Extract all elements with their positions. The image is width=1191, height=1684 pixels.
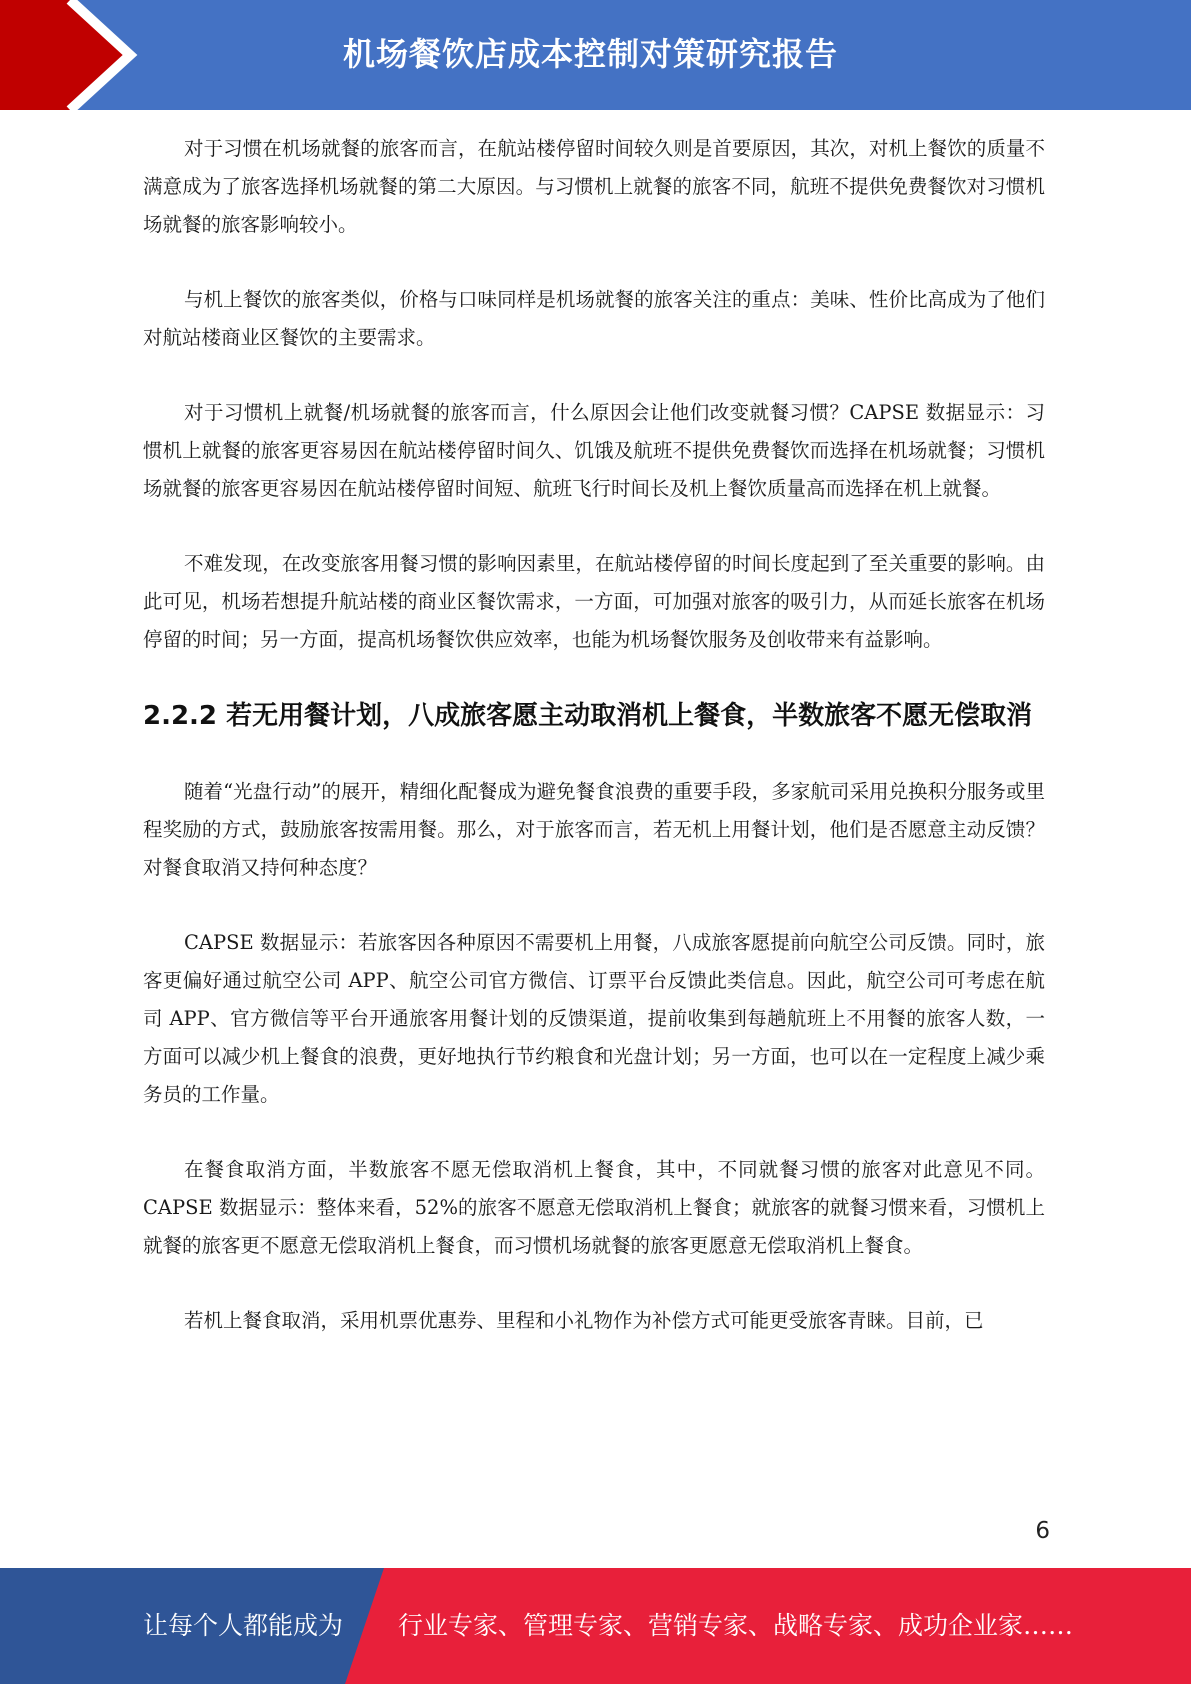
report-title: 机场餐饮店成本控制对策研究报告 xyxy=(342,35,838,73)
document-body xyxy=(143,130,1045,1377)
footer-slogan-right: 行业专家、管理专家、营销专家、战略专家、成功企业家…… xyxy=(398,1611,1074,1640)
paragraph: 若机上餐食取消，采用机票优惠券、里程和小礼物作为补偿方式可能更受旅客青睐。目前，已 xyxy=(184,1309,984,1332)
paragraph: 对于习惯机上就餐/机场就餐的旅客而言，什么原因会让他们改变就餐习惯？CAPSE 数据显示：习惯机上就餐的旅客更容易因在航站楼停留时间久、饥饿及航班不提供免费餐饮而选择在机场就餐；习惯机场就餐的旅客更容易因在航站楼停留时间短、航班飞行时间长及机上餐饮质量高而选择在机上就餐。 xyxy=(143,401,1045,500)
header-arrow-icon xyxy=(0,0,150,110)
paragraph: 与机上餐饮的旅客类似，价格与口味同样是机场就餐的旅客关注的重点：美味、性价比高成为了他们对航站楼商业区餐饮的主要需求。 xyxy=(143,288,1045,349)
footer-slogan-left: 让每个人都能成为 xyxy=(143,1611,344,1640)
paragraph: 对于习惯在机场就餐的旅客而言，在航站楼停留时间较久则是首要原因，其次，对机上餐饮的质量不满意成为了旅客选择机场就餐的第二大原因。与习惯机上就餐的旅客不同，航班不提供免费餐饮对习惯机场就餐的旅客影响较小。 xyxy=(143,137,1045,236)
paragraph: 随着“光盘行动”的展开，精细化配餐成为避免餐食浪费的重要手段，多家航司采用兑换积分服务或里程奖励的方式，鼓励旅客按需用餐。那么，对于旅客而言，若无机上用餐计划，他们是否愿意主动反馈？对餐食取消又持何种态度？ xyxy=(143,780,1045,879)
section-heading: 2.2.2 若无用餐计划，八成旅客愿主动取消机上餐食，半数旅客不愿无偿取消 xyxy=(143,701,1033,731)
page-header xyxy=(0,0,1191,110)
paragraph: 在餐食取消方面，半数旅客不愿无偿取消机上餐食，其中，不同就餐习惯的旅客对此意见不同。CAPSE 数据显示：整体来看，52%的旅客不愿意无偿取消机上餐食；就旅客的就餐习惯来看，习惯机上就餐的旅客更不愿意无偿取消机上餐食，而习惯机场就餐的旅客更愿意无偿取消机上餐食。 xyxy=(143,1158,1045,1257)
page-number: 6 xyxy=(1035,1518,1050,1544)
page-footer xyxy=(0,1568,1191,1684)
paragraph: CAPSE 数据显示：若旅客因各种原因不需要机上用餐，八成旅客愿提前向航空公司反馈。同时，旅客更偏好通过航空公司 APP、航空公司官方微信、订票平台反馈此类信息。因此，航空公司可考虑在航司 APP、官方微信等平台开通旅客用餐计划的反馈渠道，提前收集到每趟航班上不用餐的旅客人数，一方面可以减少机上餐食的浪费，更好地执行节约粮食和光盘计划；另一方面，也可以在一定程度上减少乘务员的工作量。 xyxy=(143,931,1045,1106)
paragraph: 不难发现，在改变旅客用餐习惯的影响因素里，在航站楼停留的时间长度起到了至关重要的影响。由此可见，机场若想提升航站楼的商业区餐饮需求，一方面，可加强对旅客的吸引力，从而延长旅客在机场停留的时间；另一方面，提高机场餐饮供应效率，也能为机场餐饮服务及创收带来有益影响。 xyxy=(143,552,1045,651)
